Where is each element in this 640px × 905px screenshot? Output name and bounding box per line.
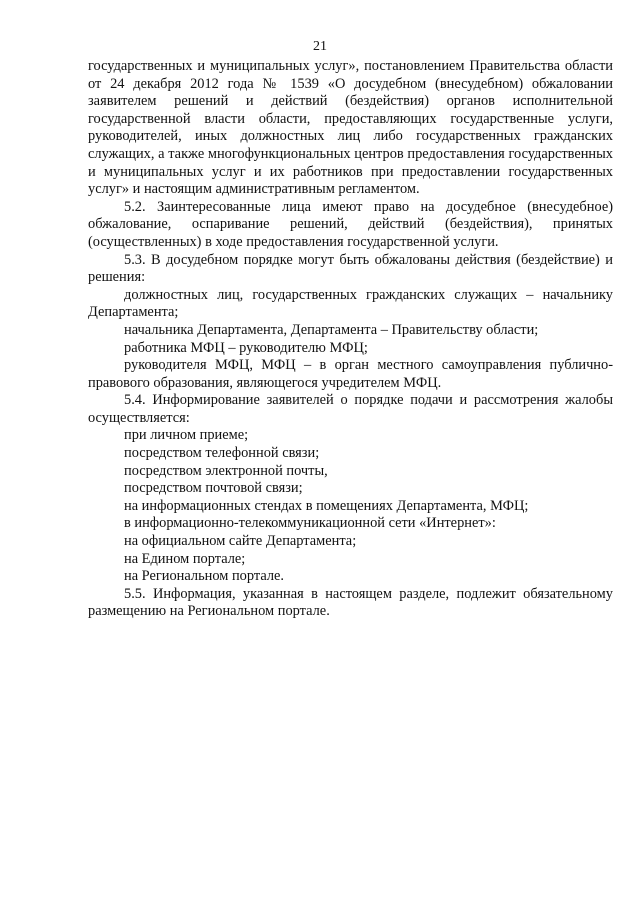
appeal-list-item: руководителя МФЦ, МФЦ – в орган местного самоуправления публично-правового образования, являющегося учредителем МФЦ. — [88, 357, 613, 391]
inform-list-item: на официальном сайте Департамента; — [124, 533, 357, 550]
appeal-list-item: работника МФЦ – руководителю МФЦ; — [124, 339, 368, 356]
paragraph-5-2: 5.2. Заинтересованные лица имеют право на досудебное (внесудебное) обжалование, оспаривание решений, действий (бездействия), принятых (осуществленных) в ходе предоставления государственной услуги. — [88, 198, 613, 250]
paragraph-5-4: 5.4. Информирование заявителей о порядке подачи и рассмотрения жалобы осуществляется: — [88, 392, 613, 426]
paragraph-5-5: 5.5. Информация, указанная в настоящем разделе, подлежит обязательному размещению на Региональном портале. — [88, 585, 613, 620]
inform-list-item: посредством электронной почты, — [124, 462, 328, 479]
appeal-list-item: должностных лиц, государственных гражданских служащих – начальнику Департамента; — [88, 286, 613, 321]
inform-list-item: на информационных стендах в помещениях Департамента, МФЦ; — [124, 497, 529, 514]
inform-list-item: на Едином портале; — [124, 550, 246, 567]
paragraph-intro: государственных и муниципальных услуг», постановлением Правительства области от 24 декабря 2012 года № 1539 «О досудебном (внесудебном) обжаловании заявителем решений и действий (бездействия) органов исполнительной государственной власти области, предоставляющих государственные услуги, руководителей, иных должностных лиц либо государственных гражданских служащих, а также многофункциональных центров предоставления государственных и муниципальных услуг и их работников при предоставлении государственных услуг» и настоящим административным регламентом. — [88, 58, 613, 198]
inform-list-item: на Региональном портале. — [124, 568, 285, 585]
inform-list-item: посредством почтовой связи; — [124, 480, 303, 497]
inform-list-item: посредством телефонной связи; — [124, 445, 320, 462]
page-number: 21 — [313, 39, 327, 54]
document-body — [88, 58, 613, 621]
appeal-list-item: начальника Департамента, Департамента – Правительству области; — [124, 321, 539, 338]
inform-list-item: при личном приеме; — [124, 427, 249, 444]
inform-list-item: в информационно-телекоммуникационной сети «Интернет»: — [124, 515, 496, 532]
paragraph-5-3: 5.3. В досудебном порядке могут быть обжалованы действия (бездействие) и решения: — [88, 251, 613, 286]
